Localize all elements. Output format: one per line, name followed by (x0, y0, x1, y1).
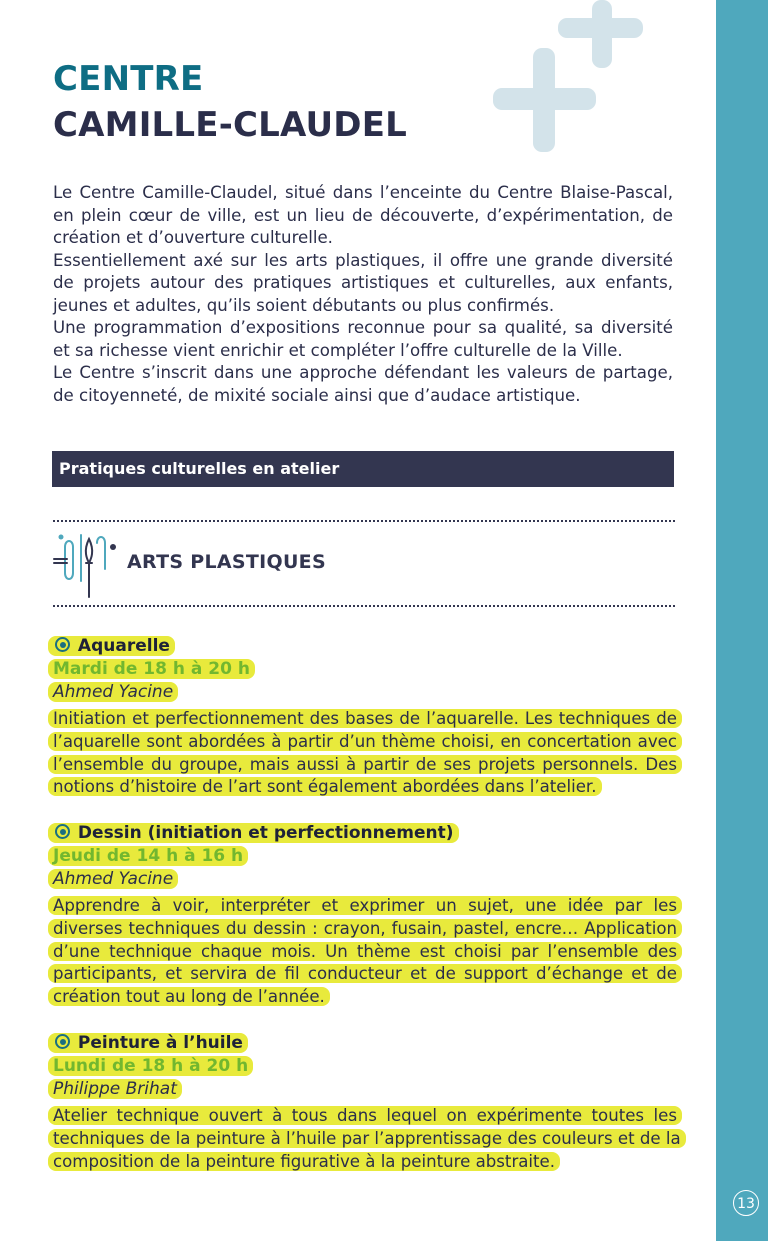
section-banner: Pratiques culturelles en atelier (52, 451, 674, 487)
intro-text (53, 182, 673, 407)
course-teacher: Ahmed Yacine (48, 681, 682, 704)
course-title: Dessin (initiation et perfectionnement) (48, 822, 682, 845)
paintbrush-icon (53, 529, 117, 599)
intro-paragraph: Une programmation d’expositions reconnue pour sa qualité, sa diversité et sa richesse vient enrichir et compléter l’offre culturelle de la Ville. (53, 318, 673, 360)
course-description: Atelier technique ouvert à tous dans lequel on expérimente toutes les techniques de la peinture à l’huile par l’apprentissage des couleurs et de la composition de la peinture figurative à la peinture abstraite. (48, 1105, 682, 1173)
course-aquarelle (48, 635, 682, 799)
page-number: 13 (733, 1190, 759, 1216)
target-bullet-icon (55, 824, 70, 839)
dotted-divider (53, 520, 675, 522)
course-dessin (48, 822, 682, 1009)
course-schedule: Mardi de 18 h à 20 h (48, 658, 682, 681)
page-title-line2: CAMILLE-CLAUDEL (53, 105, 408, 145)
course-description: Apprendre à voir, interpréter et exprimer un sujet, une idée par les diverses techniques du dessin : crayon, fusain, pastel, encre… Application d’une technique chaque mois. Un thème est choisi par l’ensemble des participants, et servira de fil conducteur et de support d’échange et de création tout au long de l’année. (48, 895, 682, 1009)
course-schedule: Lundi de 18 h à 20 h (48, 1055, 682, 1078)
page-title (53, 56, 407, 148)
page-title-line1: CENTRE (53, 59, 204, 99)
section-title: ARTS PLASTIQUES (127, 551, 326, 573)
dotted-divider (53, 605, 675, 607)
course-teacher: Ahmed Yacine (48, 868, 682, 891)
course-title: Aquarelle (48, 635, 682, 658)
intro-paragraph: Le Centre s’inscrit dans une approche défendant les valeurs de partage, de citoyenneté, de mixité sociale ainsi que d’audace artistique. (53, 363, 673, 405)
target-bullet-icon (55, 637, 70, 652)
course-description: Initiation et perfectionnement des bases de l’aquarelle. Les techniques de l’aquarelle sont abordées à partir d’un thème choisi, en concertation avec l’ensemble du groupe, mais aussi à partir de ses projets personnels. Des notions d’histoire de l’art sont également abordées dans l’atelier. (48, 708, 682, 799)
side-color-band (716, 0, 768, 1241)
intro-paragraph: Essentiellement axé sur les arts plastiques, il offre une grande diversité de projets autour des pratiques artistiques et culturelles, aux enfants, jeunes et adultes, qu’ils soient débutants ou plus confirmés. (53, 250, 673, 315)
course-title: Peinture à l’huile (48, 1032, 682, 1055)
course-peinture (48, 1032, 682, 1173)
course-teacher: Philippe Brihat (48, 1078, 682, 1101)
target-bullet-icon (55, 1034, 70, 1049)
intro-paragraph: Le Centre Camille-Claudel, situé dans l’enceinte du Centre Blaise-Pascal, en plein cœur de ville, est un lieu de découverte, d’expérimentation, de création et d’ouverture culturelle. (53, 183, 673, 247)
course-schedule: Jeudi de 14 h à 16 h (48, 845, 682, 868)
